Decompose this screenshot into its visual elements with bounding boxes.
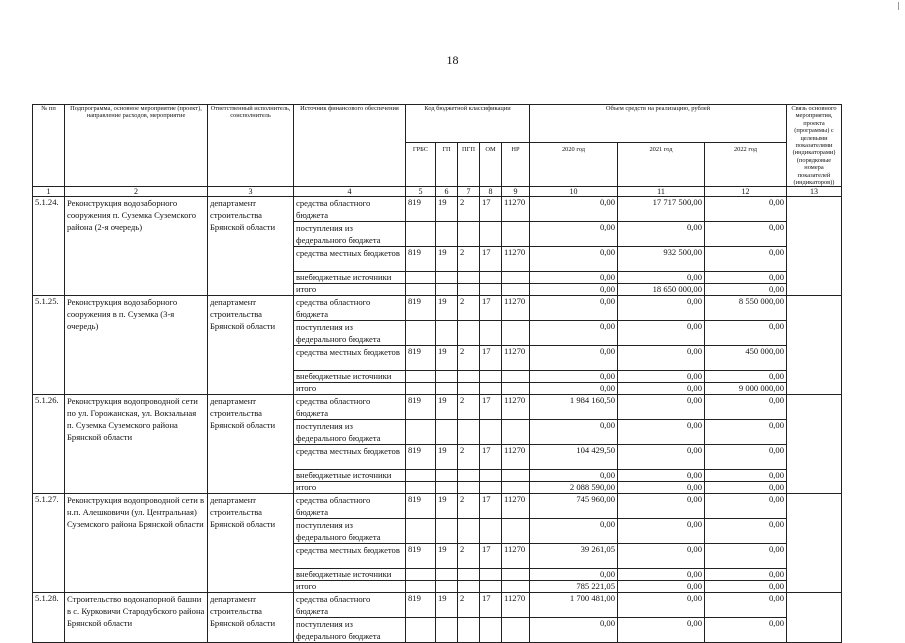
amount-2020: 1 700 481,00 (530, 593, 618, 618)
amount-2022: 0,00 (705, 482, 787, 494)
financing-source: средства местных бюджетов (294, 544, 406, 569)
code-np: 11270 (502, 346, 530, 371)
row-number: 5.1.26. (33, 395, 65, 494)
amount-2021: 0,00 (618, 482, 705, 494)
amount-2022: 0,00 (705, 593, 787, 618)
table-body (33, 197, 842, 643)
program-name: Строительство водонапорной башни в с. Курковичи Стародубского района Брянской области (65, 593, 208, 643)
page-number: 18 (446, 53, 459, 67)
row-number: 5.1.24. (33, 197, 65, 296)
amount-2022: 0,00 (705, 494, 787, 519)
code-gp: 19 (436, 544, 458, 569)
amount-2022: 0,00 (705, 395, 787, 420)
responsible-executor: департамент строительства Брянской области (208, 197, 294, 296)
code-pgp (458, 383, 480, 395)
code-pgp (458, 482, 480, 494)
header-om: ОМ (480, 142, 502, 187)
code-pgp: 2 (458, 395, 480, 420)
code-np (502, 581, 530, 593)
amount-2021: 0,00 (618, 618, 705, 643)
code-np: 11270 (502, 544, 530, 569)
amount-2020: 0,00 (530, 420, 618, 445)
header-link: Связь основного мероприятия, проекта (программы) с целевыми показателями (индикаторами) (порядковые номера показателей (индикаторов)) (787, 105, 842, 187)
code-grbs (406, 383, 436, 395)
financing-source: внебюджетные источники (294, 569, 406, 581)
code-grbs (406, 482, 436, 494)
code-pgp (458, 420, 480, 445)
code-om: 17 (480, 197, 502, 222)
code-pgp: 2 (458, 494, 480, 519)
financing-source: внебюджетные источники (294, 470, 406, 482)
amount-2022: 0,00 (705, 321, 787, 346)
amount-2020: 0,00 (530, 296, 618, 321)
amount-2022: 0,00 (705, 544, 787, 569)
amount-2021: 0,00 (618, 296, 705, 321)
financing-source: итого (294, 581, 406, 593)
amount-2022: 0,00 (705, 284, 787, 296)
code-om (480, 482, 502, 494)
code-np (502, 519, 530, 544)
financing-source: итого (294, 383, 406, 395)
financing-source: средства областного бюджета (294, 395, 406, 420)
header-volume: Объем средств на реализацию, рублей (530, 105, 787, 143)
code-om: 17 (480, 445, 502, 470)
code-np: 11270 (502, 494, 530, 519)
amount-2020: 0,00 (530, 470, 618, 482)
header-pgp: ПГП (458, 142, 480, 187)
financing-source: поступления из федерального бюджета (294, 420, 406, 445)
financing-source: средства областного бюджета (294, 296, 406, 321)
amount-2022: 0,00 (705, 272, 787, 284)
row-number: 5.1.27. (33, 494, 65, 593)
code-om: 17 (480, 593, 502, 618)
code-om: 17 (480, 494, 502, 519)
code-grbs: 819 (406, 544, 436, 569)
code-grbs (406, 519, 436, 544)
amount-2021: 0,00 (618, 494, 705, 519)
code-pgp (458, 222, 480, 247)
code-gp (436, 321, 458, 346)
amount-2021: 0,00 (618, 346, 705, 371)
financing-source: средства местных бюджетов (294, 247, 406, 272)
code-om: 17 (480, 296, 502, 321)
amount-2020: 0,00 (530, 272, 618, 284)
header-budget-code: Код бюджетной классификации (406, 105, 530, 143)
code-grbs (406, 222, 436, 247)
code-np (502, 420, 530, 445)
col-number: 3 (208, 187, 294, 197)
amount-2022: 0,00 (705, 222, 787, 247)
code-grbs: 819 (406, 247, 436, 272)
amount-2020: 2 088 590,00 (530, 482, 618, 494)
code-np (502, 383, 530, 395)
financing-source: средства местных бюджетов (294, 346, 406, 371)
code-np: 11270 (502, 445, 530, 470)
amount-2021: 0,00 (618, 569, 705, 581)
code-np (502, 618, 530, 643)
amount-2020: 0,00 (530, 247, 618, 272)
amount-2020: 104 429,50 (530, 445, 618, 470)
code-pgp (458, 272, 480, 284)
code-pgp (458, 581, 480, 593)
amount-2020: 0,00 (530, 618, 618, 643)
code-pgp: 2 (458, 197, 480, 222)
code-np (502, 272, 530, 284)
amount-2021: 0,00 (618, 371, 705, 383)
code-pgp (458, 470, 480, 482)
column-number-row (33, 187, 842, 197)
amount-2021: 0,00 (618, 321, 705, 346)
edge-mark (898, 2, 899, 10)
code-om (480, 284, 502, 296)
amount-2020: 0,00 (530, 519, 618, 544)
code-gp (436, 482, 458, 494)
code-gp: 19 (436, 197, 458, 222)
col-number: 9 (502, 187, 530, 197)
table-row (33, 395, 842, 420)
code-gp (436, 420, 458, 445)
code-np (502, 284, 530, 296)
code-np: 11270 (502, 197, 530, 222)
financing-source: поступления из федерального бюджета (294, 618, 406, 643)
code-om (480, 321, 502, 346)
col-number: 2 (65, 187, 208, 197)
code-gp: 19 (436, 494, 458, 519)
col-number: 12 (705, 187, 787, 197)
amount-2020: 1 984 160,50 (530, 395, 618, 420)
code-np (502, 222, 530, 247)
financing-source: поступления из федерального бюджета (294, 321, 406, 346)
code-om: 17 (480, 346, 502, 371)
amount-2022: 0,00 (705, 519, 787, 544)
col-number: 13 (787, 187, 842, 197)
code-gp: 19 (436, 445, 458, 470)
amount-2020: 0,00 (530, 321, 618, 346)
amount-2020: 0,00 (530, 284, 618, 296)
code-gp (436, 284, 458, 296)
code-grbs: 819 (406, 494, 436, 519)
table-row (33, 494, 842, 519)
header-2021: 2021 год (618, 142, 705, 187)
financing-source: внебюджетные источники (294, 272, 406, 284)
header-grbs: ГРБС (406, 142, 436, 187)
code-gp (436, 272, 458, 284)
amount-2021: 0,00 (618, 445, 705, 470)
program-name: Реконструкция водозаборного сооружения в п. Суземка (3-я очередь) (65, 296, 208, 395)
amount-2022: 8 550 000,00 (705, 296, 787, 321)
code-pgp: 2 (458, 296, 480, 321)
code-om (480, 581, 502, 593)
amount-2022: 0,00 (705, 197, 787, 222)
code-np (502, 482, 530, 494)
financing-source: средства областного бюджета (294, 197, 406, 222)
indicator-link (787, 494, 842, 593)
code-gp: 19 (436, 296, 458, 321)
code-grbs (406, 284, 436, 296)
budget-table (32, 104, 842, 643)
code-pgp (458, 569, 480, 581)
amount-2022: 0,00 (705, 569, 787, 581)
amount-2021: 17 717 500,00 (618, 197, 705, 222)
code-om: 17 (480, 544, 502, 569)
code-np: 11270 (502, 247, 530, 272)
indicator-link (787, 296, 842, 395)
amount-2021: 0,00 (618, 581, 705, 593)
amount-2022: 0,00 (705, 618, 787, 643)
code-om (480, 222, 502, 247)
code-gp: 19 (436, 593, 458, 618)
header-source: Источник финансового обеспечения (294, 105, 406, 187)
amount-2020: 0,00 (530, 371, 618, 383)
code-gp (436, 569, 458, 581)
code-pgp: 2 (458, 544, 480, 569)
code-pgp (458, 519, 480, 544)
header-responsible: Ответственный исполнитель, соисполнитель (208, 105, 294, 187)
amount-2021: 0,00 (618, 222, 705, 247)
code-grbs: 819 (406, 197, 436, 222)
amount-2022: 0,00 (705, 371, 787, 383)
financing-source: поступления из федерального бюджета (294, 222, 406, 247)
code-pgp (458, 321, 480, 346)
col-number: 7 (458, 187, 480, 197)
responsible-executor: департамент строительства Брянской области (208, 395, 294, 494)
table-row (33, 296, 842, 321)
code-grbs (406, 272, 436, 284)
financing-source: поступления из федерального бюджета (294, 519, 406, 544)
col-number: 5 (406, 187, 436, 197)
code-grbs: 819 (406, 593, 436, 618)
financing-source: средства местных бюджетов (294, 445, 406, 470)
amount-2021: 0,00 (618, 519, 705, 544)
header-num: № пп (33, 105, 65, 187)
code-pgp (458, 284, 480, 296)
col-number: 11 (618, 187, 705, 197)
amount-2020: 0,00 (530, 222, 618, 247)
amount-2022: 0,00 (705, 470, 787, 482)
header-gp: ГП (436, 142, 458, 187)
amount-2021: 0,00 (618, 593, 705, 618)
amount-2022: 9 000 000,00 (705, 383, 787, 395)
code-np (502, 569, 530, 581)
amount-2020: 39 261,05 (530, 544, 618, 569)
code-gp (436, 371, 458, 383)
code-gp: 19 (436, 346, 458, 371)
program-name: Реконструкция водозаборного сооружения п. Суземка Суземского района (2-я очередь) (65, 197, 208, 296)
amount-2022: 0,00 (705, 581, 787, 593)
col-number: 1 (33, 187, 65, 197)
indicator-link (787, 593, 842, 643)
col-number: 10 (530, 187, 618, 197)
col-number: 4 (294, 187, 406, 197)
code-om (480, 569, 502, 581)
code-om (480, 420, 502, 445)
code-om (480, 371, 502, 383)
code-np: 11270 (502, 296, 530, 321)
code-grbs (406, 470, 436, 482)
amount-2021: 0,00 (618, 544, 705, 569)
code-gp: 19 (436, 247, 458, 272)
col-number: 8 (480, 187, 502, 197)
col-number: 6 (436, 187, 458, 197)
code-om (480, 272, 502, 284)
code-pgp (458, 618, 480, 643)
amount-2020: 0,00 (530, 197, 618, 222)
amount-2020: 0,00 (530, 346, 618, 371)
header-program: Подпрограмма, основное мероприятие (проект), направление расходов, мероприятие (65, 105, 208, 187)
code-om (480, 470, 502, 482)
code-gp (436, 222, 458, 247)
indicator-link (787, 395, 842, 494)
responsible-executor: департамент строительства Брянской области (208, 593, 294, 643)
code-grbs: 819 (406, 296, 436, 321)
code-om: 17 (480, 395, 502, 420)
financing-source: средства областного бюджета (294, 494, 406, 519)
code-gp (436, 383, 458, 395)
code-np: 11270 (502, 593, 530, 618)
code-pgp: 2 (458, 247, 480, 272)
code-gp (436, 519, 458, 544)
amount-2020: 785 221,05 (530, 581, 618, 593)
financing-source: итого (294, 284, 406, 296)
code-gp (436, 618, 458, 643)
code-grbs: 819 (406, 395, 436, 420)
amount-2022: 450 000,00 (705, 346, 787, 371)
amount-2021: 0,00 (618, 420, 705, 445)
code-gp: 19 (436, 395, 458, 420)
table-row (33, 197, 842, 222)
financing-source: средства областного бюджета (294, 593, 406, 618)
code-pgp: 2 (458, 346, 480, 371)
header-2022: 2022 год (705, 142, 787, 187)
amount-2020: 745 960,00 (530, 494, 618, 519)
amount-2021: 0,00 (618, 470, 705, 482)
code-np (502, 470, 530, 482)
financing-source: итого (294, 482, 406, 494)
amount-2021: 18 650 000,00 (618, 284, 705, 296)
code-om (480, 618, 502, 643)
responsible-executor: департамент строительства Брянской области (208, 296, 294, 395)
amount-2020: 0,00 (530, 383, 618, 395)
code-grbs (406, 420, 436, 445)
amount-2022: 0,00 (705, 247, 787, 272)
code-grbs (406, 569, 436, 581)
header-np: НР (502, 142, 530, 187)
code-grbs: 819 (406, 445, 436, 470)
financing-source: внебюджетные источники (294, 371, 406, 383)
code-om: 17 (480, 247, 502, 272)
amount-2022: 0,00 (705, 445, 787, 470)
amount-2022: 0,00 (705, 420, 787, 445)
code-gp (436, 470, 458, 482)
code-om (480, 383, 502, 395)
amount-2021: 0,00 (618, 383, 705, 395)
code-np (502, 321, 530, 346)
code-pgp: 2 (458, 445, 480, 470)
code-pgp: 2 (458, 593, 480, 618)
code-om (480, 519, 502, 544)
amount-2021: 932 500,00 (618, 247, 705, 272)
row-number: 5.1.25. (33, 296, 65, 395)
amount-2020: 0,00 (530, 569, 618, 581)
indicator-link (787, 197, 842, 296)
code-np: 11270 (502, 395, 530, 420)
row-number: 5.1.28. (33, 593, 65, 643)
amount-2021: 0,00 (618, 395, 705, 420)
code-grbs: 819 (406, 346, 436, 371)
program-name: Реконструкция водопроводной сети в н.п. Алешковичи (ул. Центральная) Суземского района Брянской области (65, 494, 208, 593)
code-np (502, 371, 530, 383)
program-name: Реконструкция водопроводной сети по ул. Горожанская, ул. Вокзальная п. Суземка Суземского района Брянской области (65, 395, 208, 494)
code-grbs (406, 618, 436, 643)
amount-2021: 0,00 (618, 272, 705, 284)
code-gp (436, 581, 458, 593)
code-pgp (458, 371, 480, 383)
code-grbs (406, 321, 436, 346)
header-2020: 2020 год (530, 142, 618, 187)
responsible-executor: департамент строительства Брянской области (208, 494, 294, 593)
code-grbs (406, 581, 436, 593)
code-grbs (406, 371, 436, 383)
table-row (33, 593, 842, 618)
